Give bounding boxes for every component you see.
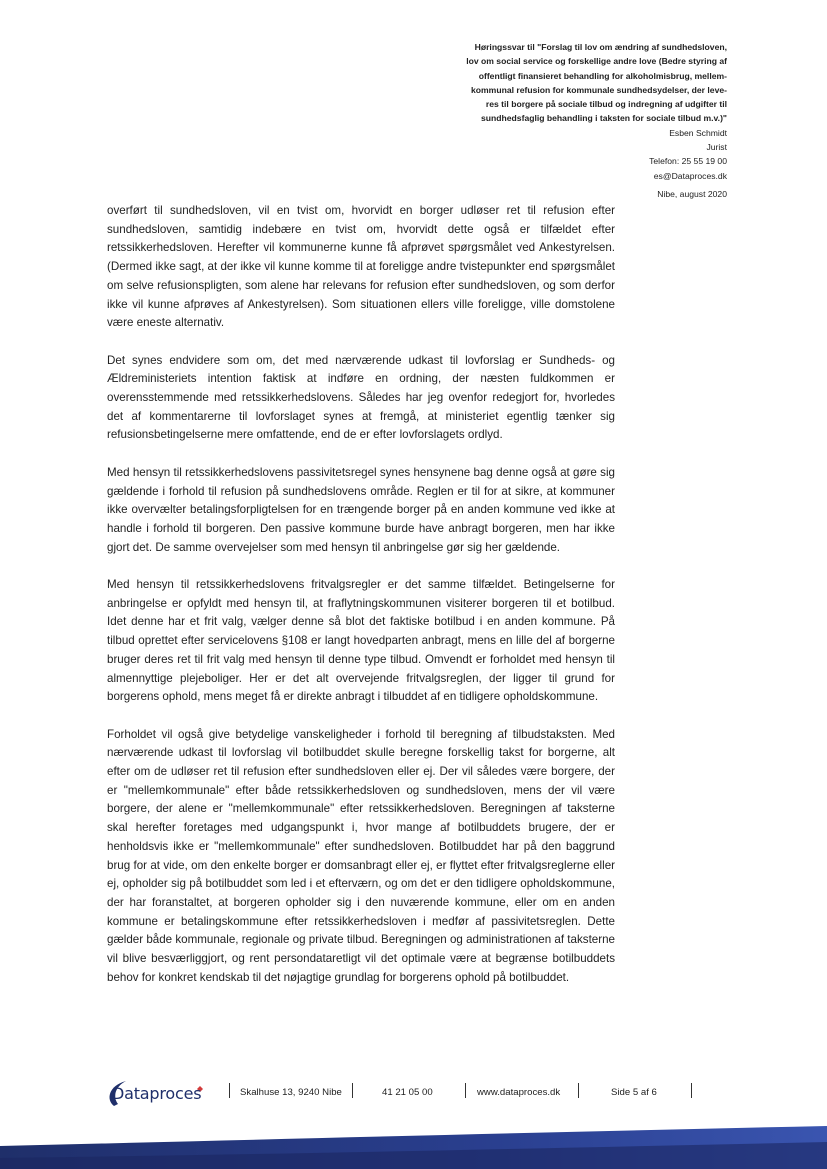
header-title xyxy=(437,40,727,126)
author-name: Esben Schmidt xyxy=(669,127,727,138)
footer-divider xyxy=(229,1083,230,1098)
author-role: Jurist xyxy=(706,142,727,153)
footer-divider xyxy=(465,1083,466,1098)
paragraph: Med hensyn til retssikkerhedslovens passivitetsregel synes hensynene bag denne også at gøre sig gældende i forhold til refusion på sundhedslovens område. Reglen er til for at sikre, at kommuner ikke overvælter betalingsforpligtelsen for en trængende borger på en anden kommune ved ikke at handle i forhold til borgeren. Den passive kommune burde have anbragt borgeren, men har ikke gjort det. De samme overvejelser som med hensyn til anbringelse gør sig her gældende. xyxy=(107,465,615,554)
header-title-line: lov om social service og forskellige andre love (Bedre styring af xyxy=(466,56,727,67)
paragraph: overført til sundhedsloven, vil en tvist om, hvorvidt en borger udløser ret til refusion efter sundhedsloven, samtidig indebære en tvist om, hvorvidt dette også er tilfældet efter retssikkerhedsloven. Herefter vil kommunerne kunne få afprøvet spørgsmålet ved Ankestyrelsen. (Dermed ikke sagt, at der ikke vil kunne komme til at foreligge andre tvistepunkter end spørgsmålet om selve refusionspligten, som alene har relevans for refusion efter sundhedsloven, og som derfor ikke vil kunne afprøves af Ankestyrelsen). Som situationen ellers ville foreligge, ville domstolene være eneste alternativ. xyxy=(107,204,615,330)
document-footer xyxy=(0,1076,827,1116)
header-title-line: sundhedsfaglig behandling i taksten for sociale tilbud m.v.)" xyxy=(481,113,727,124)
footer-page-number: Side 5 af 6 xyxy=(611,1087,657,1098)
footer-divider xyxy=(352,1083,353,1098)
header-title-line: offentligt finansieret behandling for alkoholmisbrug, mellem- xyxy=(478,70,727,81)
footer-wave-band xyxy=(0,1118,827,1169)
footer-divider xyxy=(578,1083,579,1098)
header-title-line: kommunal refusion for kommunale sundhedsydelser, der leve- xyxy=(471,84,727,95)
paragraph: Med hensyn til retssikkerhedslovens fritvalgsregler er det samme tilfældet. Betingelserne for anbringelse er opfyldt med hensyn til, at fraflytningskommunen visiterer borgeren til et botilbud. Idet denne har et frit valg, vælger denne så blot det faktiske botilbud i en anden kommune. På tilbud oprettet efter servicelovens §108 er langt hovedparten anbragt, mens en lille del af borgerne bruger deres ret til frit valg med hensyn til denne type tilbud. Omvendt er forholdet med hensyn til almennyttige plejeboliger. Her er det alt overvejende fritvalgsreglen, der ligger til grund for borgerens ophold, mens meget få er direkte anbragt i tilbuddet af en tidligere opholdskommune. xyxy=(107,578,615,704)
header-title-line: res til borgere på sociale tilbud og indregning af udgifter til xyxy=(485,99,727,110)
footer-divider xyxy=(691,1083,692,1098)
document-header xyxy=(437,40,727,201)
footer-address: Skalhuse 13, 9240 Nibe xyxy=(240,1087,342,1098)
logo-text: Dataproces xyxy=(112,1084,202,1103)
document-body xyxy=(107,202,615,1006)
author-phone: Telefon: 25 55 19 00 xyxy=(649,156,727,167)
author-email: es@Dataproces.dk xyxy=(653,170,727,181)
place-date: Nibe, august 2020 xyxy=(657,188,727,199)
footer-website: www.dataproces.dk xyxy=(477,1087,561,1098)
header-title-line: Høringssvar til "Forslag til lov om ændring af sundhedsloven, xyxy=(474,42,727,52)
paragraph: Det synes endvidere som om, det med nærværende udkast til lovforslag er Sundheds- og Ældreministeriets intention faktisk at indføre en ordning, der næsten fuldkommen er overensstemmende med retssikkerhedslovens. Således har jeg ovenfor redegjort for, hvorledes det af kommentarerne til lovforslaget synes at fremgå, at ministeriet egentlig tænker sig refusionsbetingelserne mere omfattende, end de er efter lovforslagets ordlyd. xyxy=(107,353,615,442)
footer-phone: 41 21 05 00 xyxy=(382,1087,433,1098)
dataproces-logo xyxy=(104,1076,216,1110)
paragraph: Forholdet vil også give betydelige vanskeligheder i forhold til beregning af tilbudstaksten. Med nærværende udkast til lovforslag vil botilbuddet skulle beregne forskellig takst for borgerne, alt efter om de udløser ret til refusion efter sundhedsloven eller ej. Der vil således være borgere, der er "mellemkommunale" efter både retssikkerhedsloven og sundhedsloven, mens der vil være borgere, der alene er "mellemkommunale" efter retssikkerhedsloven. Beregningen af taksterne skal herefter foretages med udgangspunkt i, hvor mange af botilbuddets brugere, der er henholdsvis ikke er "mellemkommunale" efter sundhedsloven. Botilbuddet har på den baggrund brug for at vide, om den enkelte borger er domsanbragt eller ej, er flyttet efter fritvalgsreglerne eller ej, opholder sig på botilbuddet som led i et efterværn, og om det er den tidligere opholdskommune, der har foranstaltet, at borgeren opholder sig i den nuværende kommune, eller om en anden kommune er betalingskommune efter retssikkerhedsloven i medfør af passivitetsreglen. Dette gælder både kommunale, regionale og private tilbud. Beregningen og administrationen af taksterne vil blive besværliggjort, og rent persondataretligt vil det optimale være at begrænse botilbuddets behov for konkret kendskab til det nøjagtige grundlag for borgerens ophold på botilbuddet. xyxy=(107,727,615,984)
